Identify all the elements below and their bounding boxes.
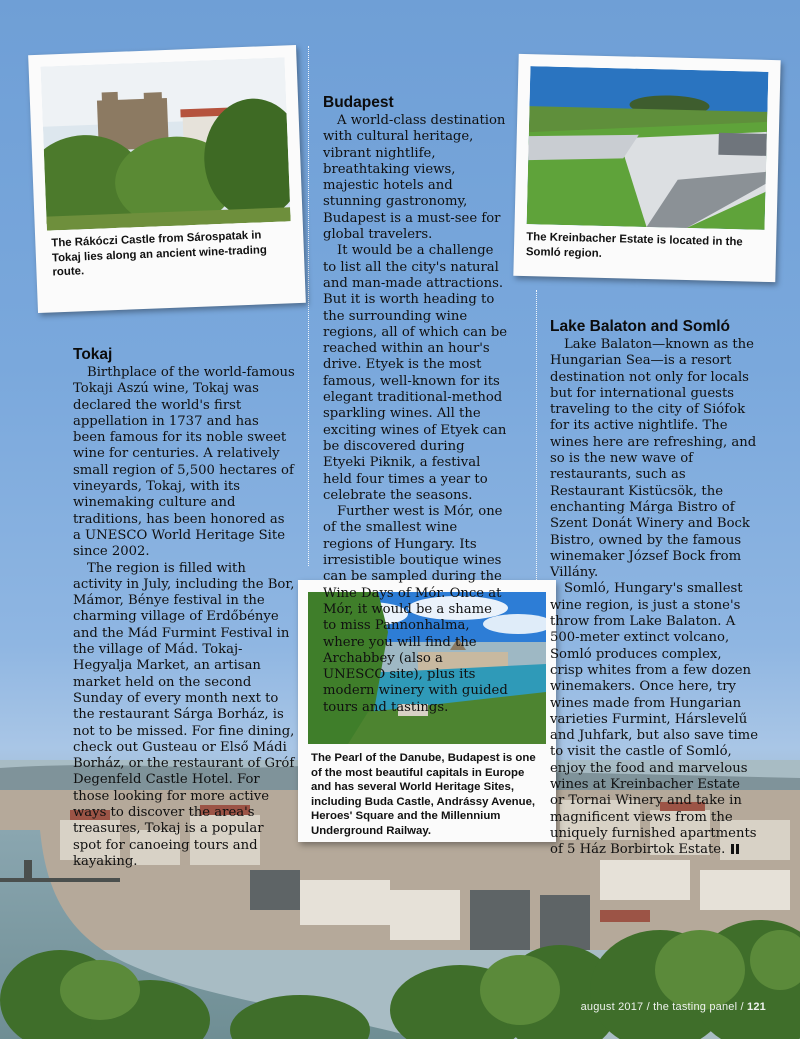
budapest-paragraph-2: It would be a challenge to list all the city's natural and man-made attractions. But it is worth heading to the surrounding wine regions, all of which can be reached within an hour's drive. Etyek is the most famous, well-known for its elegant traditional-method sparkling wines. All the exciting wines of Etyek can be discovered during Etyeki Piknik, a festival held four times a year to celebrate the seasons. <box>323 243 508 503</box>
castle-photo <box>41 57 291 230</box>
column-divider <box>308 46 309 566</box>
estate-photo-card <box>513 54 780 282</box>
castle-caption: The Rákóczi Castle from Sárospatak in Tokaj lies along an ancient wine-trading route. <box>51 229 268 279</box>
footer-issue: august 2017 / the tasting panel / <box>580 1001 744 1013</box>
balaton-paragraph-2-text: Somló, Hungary's smallest wine region, is just a stone's throw from Lake Balaton. A 500-meter extinct volcano, Somló produces complex, crisp whites from a few dozen winemakers. Once here, try wines made from Hungarian varieties Furmint, Hárslevelű and Juhfark, but also save time to visit the castle of Somló, enjoy the food and marvelous wines at Kreinbacher Estate or Tornai Winery and take in magnificent views from the uniquely furnished apartments of 5 Ház Borbirtok Estate. <box>550 581 758 858</box>
page-footer <box>581 1001 766 1013</box>
budapest-section <box>323 93 509 716</box>
tokaj-paragraph-2: The region is filled with activity in July, including the Bor, Mámor, Bénye festival in the charming village of Erdőbénye and the Mád Furmint Festival in the village of Mád. Tokaj-Hegyalja Market, an artisan market held on the second Sunday of every month next to the restaurant Sárga Borház, is not to be missed. For fine dining, check out Gusteau or Első Mádi Borház, or the restaurant of Gróf Degenfeld Castle Hotel. For those looking for more active ways to discover the area's treasures, Tokaj is a popular spot for canoeing tours and kayaking. <box>73 560 295 869</box>
danube-caption: The Pearl of the Danube, Budapest is one of the most beautiful capitals in Europe and has several World Heritage Sites, including Buda Castle, Andrássy Avenue, Heroes' Square and the Millennium Underground Railway. <box>311 752 536 837</box>
budapest-paragraph-3: Further west is Mór, one of the smallest wine regions of Hungary. Its irresistible boutique wines can be sampled during the Wine Days of Mór. Once at Mór, it would be a shame to miss Pannonhalma, where you will find the Archabbey (also a UNESCO site), plus its modern winery with guided tours and tastings. <box>323 504 508 715</box>
tokaj-paragraph-1: Birthplace of the world-famous Tokaji Aszú wine, Tokaj was declared the world's first appellation in 1737 and has been famous for its noble sweet wine for centuries. A relatively small region of 5,500 hectares of vineyards, Tokaj, with its winemaking culture and traditions, has been honored as a UNESCO World Heritage Site since 2002. <box>73 365 295 560</box>
budapest-paragraph-1: A world-class destination with cultural heritage, vibrant nightlife, breathtaking views, majestic hotels and stunning gastronomy, Budapest is a must-see for global travelers. <box>323 113 506 243</box>
end-mark-icon <box>731 844 739 854</box>
estate-photo <box>527 66 769 230</box>
balaton-section <box>550 317 758 859</box>
tokaj-heading: Tokaj <box>73 346 113 363</box>
castle-photo-card <box>28 45 306 313</box>
balaton-paragraph-1: Lake Balaton—known as the Hungarian Sea—is a resort destination not only for locals but for international guests traveling to the city of Siófok for its active nightlife. The wines here are refreshing, and so is the new wave of restaurants, such as Restaurant Kistücsök, the enchanting Márga Bistro of Szent Donát Winery and Bock Bistro, owned by the famous winemaker József Bock from Villány. <box>550 337 757 581</box>
balaton-paragraph-2 <box>550 581 758 858</box>
balaton-heading: Lake Balaton and Somló <box>550 318 731 335</box>
tokaj-section <box>73 345 295 870</box>
page-number: 121 <box>747 1001 766 1013</box>
budapest-heading: Budapest <box>323 94 394 111</box>
estate-caption: The Kreinbacher Estate is located in the Somló region. <box>525 231 743 260</box>
